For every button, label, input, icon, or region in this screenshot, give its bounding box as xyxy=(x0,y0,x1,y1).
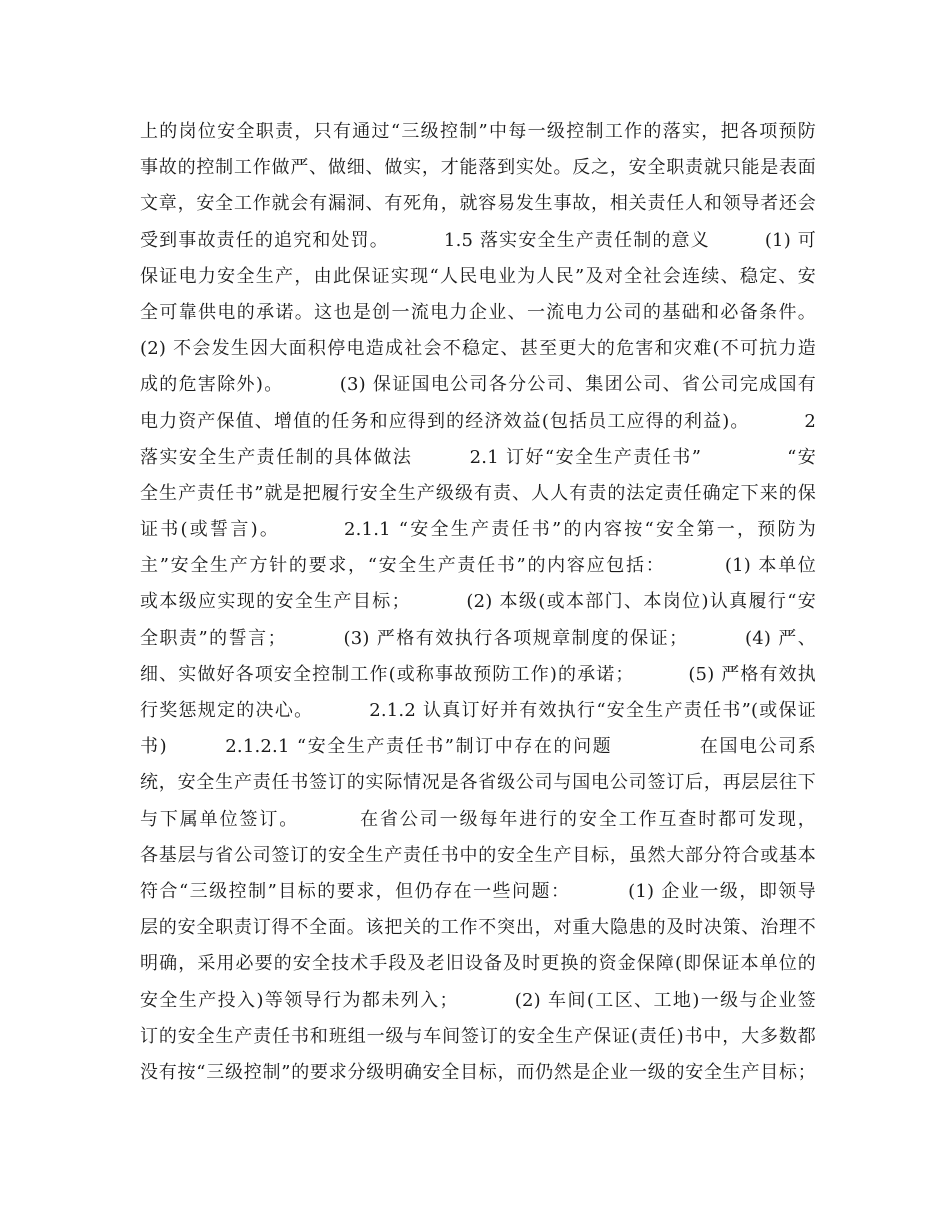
text-line: 细、实做好各项安全控制工作(或称事故预防工作)的承诺； (5) 严格有效执 xyxy=(140,663,816,685)
text-line: 安全生产投入)等领导行为都未列入； (2) 车间(工区、工地)一级与企业签 xyxy=(140,989,816,1011)
text-line: 电力资产保值、增值的任务和应得到的经济效益(包括员工应得的利益)。 2 xyxy=(140,410,816,432)
text-line: 或本级应实现的安全生产目标； (2) 本级(或本部门、本岗位)认真履行“安 xyxy=(140,591,816,613)
text-line: 各基层与省公司签订的安全生产责任书中的安全生产目标，虽然大部分符合或基本 xyxy=(140,844,816,866)
document-page xyxy=(140,114,816,1091)
text-line: 受到事故责任的追究和处罚。 1.5 落实安全生产责任制的意义 (1) 可 xyxy=(140,229,816,251)
text-line: 落实安全生产责任制的具体做法 2.1 订好“安全生产责任书” “安 xyxy=(140,446,816,468)
text-line: 明确，采用必要的安全技术手段及老旧设备及时更换的资金保障(即保证本单位的 xyxy=(140,953,816,975)
text-line: 全生产责任书”就是把履行安全生产级级有责、人人有责的法定责任确定下来的保 xyxy=(140,482,816,504)
text-line: 证书(或誓言)。 2.1.1 “安全生产责任书”的内容按“安全第一，预防为 xyxy=(140,519,816,541)
text-line: 层的安全职责订得不全面。该把关的工作不突出，对重大隐患的及时决策、治理不 xyxy=(140,917,816,939)
text-line: 没有按“三级控制”的要求分级明确安全目标，而仍然是企业一级的安全生产目标； xyxy=(140,1061,816,1083)
text-line: 上的岗位安全职责，只有通过“三级控制”中每一级控制工作的落实，把各项预防 xyxy=(140,121,816,142)
text-line: 保证电力安全生产，由此保证实现“人民电业为人民”及对全社会连续、稳定、安 xyxy=(140,265,816,287)
text-line: 统，安全生产责任书签订的实际情况是各省级公司与国电公司签订后，再层层往下 xyxy=(140,772,816,794)
text-line: (2) 不会发生因大面积停电造成社会不稳定、甚至更大的危害和灾难(不可抗力造 xyxy=(140,338,816,360)
text-line: 主”安全生产方针的要求，“安全生产责任书”的内容应包括： (1) 本单位 xyxy=(140,555,816,577)
text-line: 书) 2.1.2.1 “安全生产责任书”制订中存在的问题 在国电公司系 xyxy=(140,736,816,758)
text-line: 符合“三级控制”目标的要求，但仍存在一些问题： (1) 企业一级，即领导 xyxy=(140,880,816,902)
text-line: 成的危害除外)。 (3) 保证国电公司各分公司、集团公司、省公司完成国有 xyxy=(140,374,816,396)
text-line: 事故的控制工作做严、做细、做实，才能落到实处。反之，安全职责就只能是表面 xyxy=(140,157,816,179)
text-line: 全可靠供电的承诺。这也是创一流电力企业、一流电力公司的基础和必备条件。 xyxy=(140,301,816,323)
text-line: 订的安全生产责任书和班组一级与车间签订的安全生产保证(责任)书中，大多数都 xyxy=(140,1025,816,1047)
text-line: 全职责”的誓言； (3) 严格有效执行各项规章制度的保证； (4) 严、 xyxy=(140,627,816,649)
text-line: 与下属单位签订。 在省公司一级每年进行的安全工作互查时都可发现， xyxy=(140,808,816,830)
text-line: 文章，安全工作就会有漏洞、有死角，就容易发生事故，相关责任人和领导者还会 xyxy=(140,193,816,215)
text-line: 行奖惩规定的决心。 2.1.2 认真订好并有效执行“安全生产责任书”(或保证 xyxy=(140,700,816,721)
